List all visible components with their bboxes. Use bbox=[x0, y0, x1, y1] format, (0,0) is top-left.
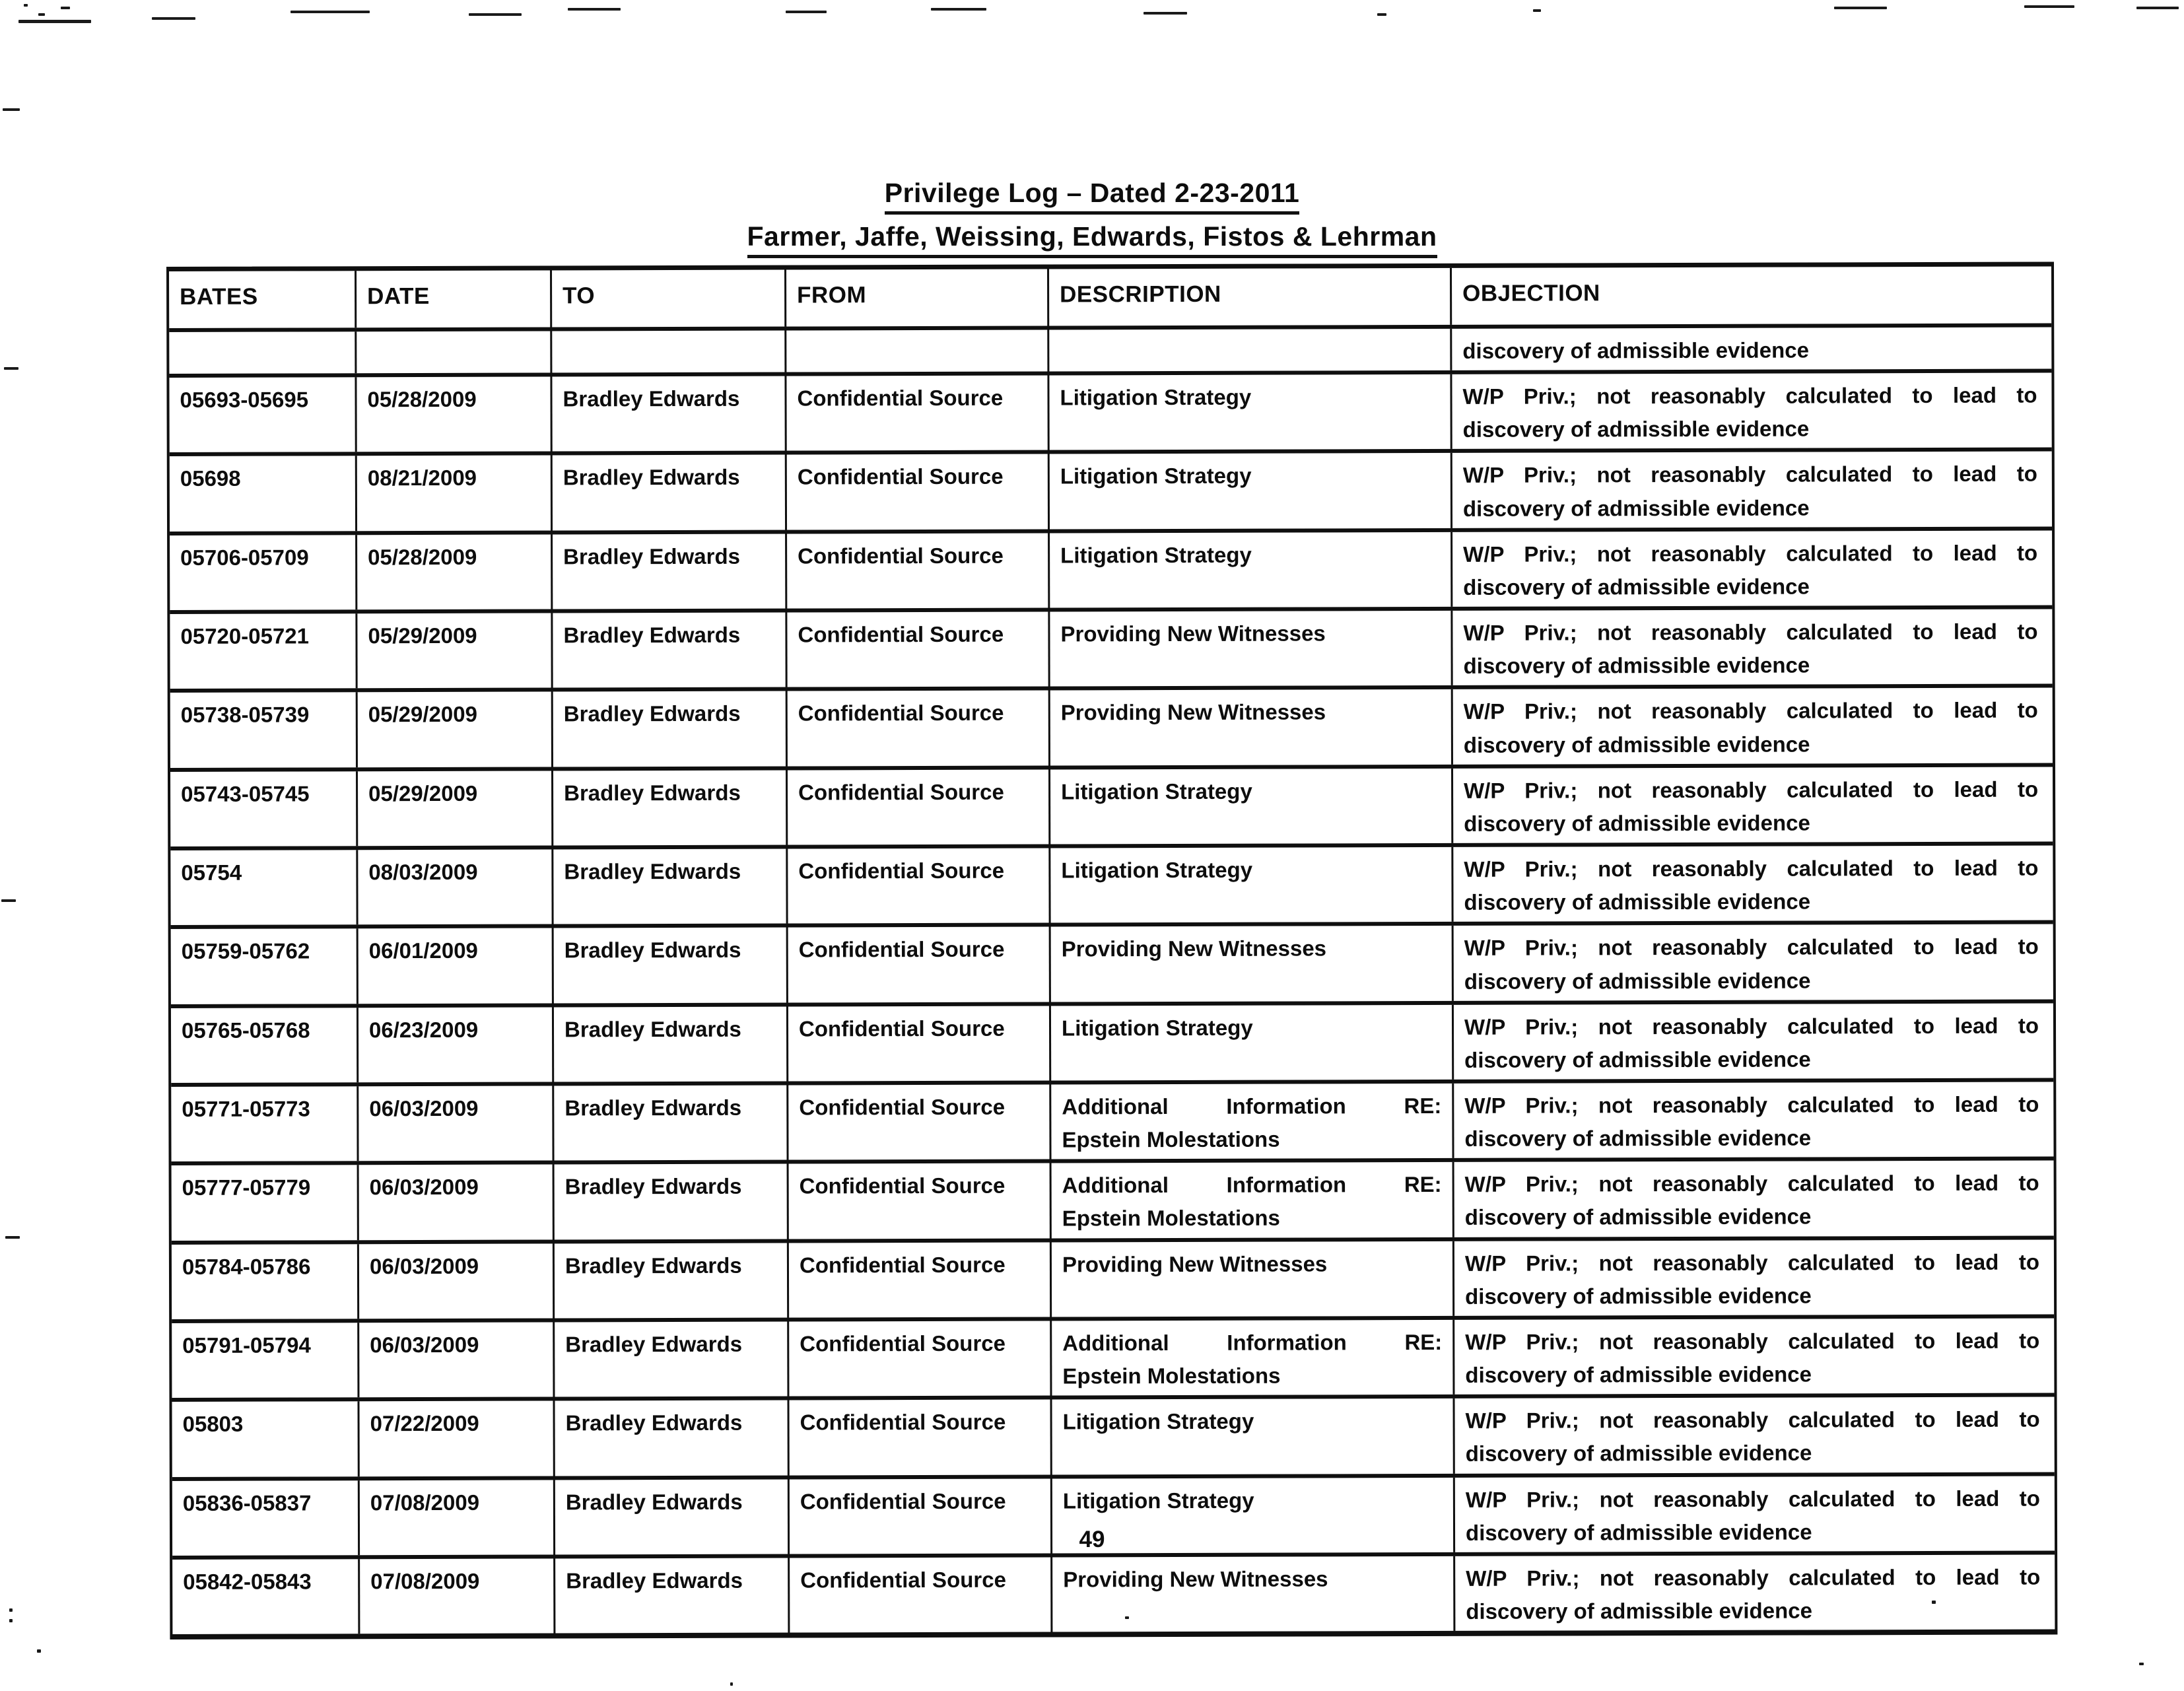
scan-artifact bbox=[2024, 5, 2074, 8]
cell-objection bbox=[1452, 1318, 2050, 1395]
scan-artifact bbox=[1932, 1601, 1936, 1604]
scan-artifact bbox=[730, 1682, 733, 1686]
page-subtitle: Farmer, Jaffe, Weissing, Edwards, Fistos & Lehrman bbox=[747, 221, 1437, 258]
cell-objection-line: W/P Priv.; not reasonably calculated to lead to bbox=[1465, 1406, 2040, 1433]
privilege-log-table bbox=[166, 262, 2057, 1640]
cell-objection bbox=[1451, 688, 2049, 765]
cell-objection bbox=[1452, 1397, 2050, 1474]
cell-description bbox=[1047, 329, 1450, 372]
cell-description-line: Litigation Strategy bbox=[1060, 384, 1252, 410]
table-row bbox=[172, 1550, 2055, 1634]
column-header-description: DESCRIPTION bbox=[1047, 268, 1450, 326]
page-number: 49 bbox=[1079, 1527, 1105, 1552]
cell-objection bbox=[1450, 452, 2048, 528]
cell-description bbox=[1048, 611, 1450, 687]
cell-from: Confidential Source bbox=[786, 1006, 1049, 1081]
cell-objection-line: discovery of admissible evidence bbox=[1463, 732, 1810, 757]
scan-artifact bbox=[3, 108, 20, 111]
cell-from: Confidential Source bbox=[787, 1163, 1050, 1239]
cell-date: 05/29/2009 bbox=[356, 771, 551, 846]
cell-objection-line: W/P Priv.; not reasonably calculated to lead to bbox=[1466, 1564, 2041, 1591]
cell-to: Bradley Edwards bbox=[553, 1558, 788, 1633]
cell-bates: 05842-05843 bbox=[183, 1569, 312, 1594]
cell-objection-line: discovery of admissible evidence bbox=[1465, 1440, 1812, 1467]
cell-from: Confidential Source bbox=[786, 769, 1048, 845]
scan-artifact bbox=[5, 1236, 20, 1239]
cell-date: 06/03/2009 bbox=[357, 1165, 553, 1240]
cell-from: Confidential Source bbox=[787, 1242, 1050, 1317]
scan-artifact bbox=[9, 1619, 13, 1622]
cell-from: Confidential Source bbox=[786, 691, 1048, 766]
cell-objection bbox=[1452, 924, 2049, 1001]
cell-objection-line: W/P Priv.; not reasonably calculated to lead to bbox=[1464, 934, 2039, 961]
cell-objection-line: W/P Priv.; not reasonably calculated to lead to bbox=[1462, 382, 2037, 409]
cell-description bbox=[1050, 1241, 1452, 1317]
cell-description bbox=[1048, 532, 1450, 608]
column-header-bates: BATES bbox=[180, 283, 258, 310]
column-header-date: DATE bbox=[355, 270, 550, 328]
cell-date: 06/01/2009 bbox=[357, 928, 552, 1004]
cell-description-line: Providing New Witnesses bbox=[1060, 699, 1326, 725]
cell-from: Confidential Source bbox=[785, 454, 1048, 530]
table-row bbox=[170, 763, 2053, 846]
cell-from: Confidential Source bbox=[788, 1478, 1050, 1554]
cell-objection-line: W/P Priv.; not reasonably calculated to lead to bbox=[1463, 697, 2038, 724]
cell-objection bbox=[1450, 530, 2048, 607]
cell-to: Bradley Edwards bbox=[553, 1400, 787, 1476]
cell-date: 05/28/2009 bbox=[355, 377, 550, 452]
cell-objection-line: W/P Priv.; not reasonably calculated to lead to bbox=[1465, 1328, 2040, 1354]
cell-bates: 05738-05739 bbox=[180, 702, 310, 728]
cell-date bbox=[355, 331, 550, 373]
cell-objection-line: discovery of admissible evidence bbox=[1464, 810, 1810, 836]
cell-bates: 05784-05786 bbox=[182, 1254, 311, 1279]
cell-objection-line: W/P Priv.; not reasonably calculated to lead to bbox=[1464, 1013, 2039, 1039]
scan-artifact bbox=[1125, 1616, 1129, 1619]
cell-date: 07/08/2009 bbox=[358, 1480, 553, 1555]
cell-bates: 05754 bbox=[181, 860, 242, 885]
cell-bates: 05720-05721 bbox=[180, 623, 310, 649]
cell-description bbox=[1048, 689, 1451, 765]
column-header-to: TO bbox=[550, 270, 784, 328]
cell-description-line: Litigation Strategy bbox=[1061, 778, 1252, 804]
scan-artifact bbox=[1377, 13, 1386, 16]
cell-objection-line: discovery of admissible evidence bbox=[1465, 1519, 1812, 1545]
cell-bates: 05791-05794 bbox=[182, 1332, 311, 1358]
table-row bbox=[172, 1393, 2054, 1477]
cell-objection bbox=[1451, 846, 2049, 922]
cell-date: 06/03/2009 bbox=[357, 1086, 552, 1161]
cell-objection bbox=[1452, 1003, 2049, 1080]
scan-artifact bbox=[1143, 12, 1187, 15]
cell-objection-line: W/P Priv.; not reasonably calculated to lead to bbox=[1463, 619, 2038, 645]
cell-date: 07/08/2009 bbox=[358, 1558, 553, 1634]
cell-description-line: Additional Information RE: bbox=[1062, 1172, 1442, 1198]
cell-objection bbox=[1452, 1239, 2050, 1316]
cell-objection-line: W/P Priv.; not reasonably calculated to lead to bbox=[1464, 776, 2039, 803]
cell-date: 08/03/2009 bbox=[356, 850, 551, 925]
cell-description-line: Epstein Molestations bbox=[1062, 1363, 1281, 1389]
cell-date: 05/28/2009 bbox=[355, 534, 551, 609]
cell-bates bbox=[169, 331, 355, 374]
cell-description bbox=[1050, 1556, 1453, 1632]
cell-bates: 05836-05837 bbox=[182, 1490, 312, 1515]
cell-description-line: Additional Information RE: bbox=[1062, 1093, 1442, 1119]
cell-objection-line: discovery of admissible evidence bbox=[1464, 1125, 1812, 1151]
page-title: Privilege Log – Dated 2-23-2011 bbox=[885, 177, 1300, 215]
cell-description bbox=[1049, 1005, 1452, 1081]
cell-description-line: Litigation Strategy bbox=[1061, 857, 1253, 883]
cell-description-line: Epstein Molestations bbox=[1062, 1206, 1280, 1231]
cell-description-line: Providing New Witnesses bbox=[1062, 1251, 1328, 1277]
cell-to: Bradley Edwards bbox=[551, 455, 785, 530]
cell-to: Bradley Edwards bbox=[552, 1006, 786, 1082]
cell-description-line: Litigation Strategy bbox=[1060, 542, 1252, 568]
table-row bbox=[170, 526, 2052, 610]
cell-objection bbox=[1450, 328, 2047, 371]
cell-objection-line: discovery of admissible evidence bbox=[1462, 416, 1810, 442]
cell-objection-line: discovery of admissible evidence bbox=[1466, 1598, 1812, 1624]
table-row bbox=[170, 842, 2053, 926]
cell-to: Bradley Edwards bbox=[550, 376, 784, 452]
table-row bbox=[170, 448, 2052, 532]
cell-description bbox=[1049, 1084, 1452, 1159]
cell-description bbox=[1048, 453, 1450, 529]
cell-bates: 05771-05773 bbox=[182, 1096, 310, 1121]
cell-from: Confidential Source bbox=[787, 1321, 1050, 1396]
cell-to: Bradley Edwards bbox=[552, 1086, 786, 1161]
cell-from: Confidential Source bbox=[785, 533, 1048, 608]
cell-description-line: Litigation Strategy bbox=[1062, 1488, 1254, 1513]
cell-description bbox=[1050, 1398, 1452, 1474]
scan-artifact bbox=[61, 7, 70, 9]
column-header-from: FROM bbox=[784, 269, 1047, 327]
table-row bbox=[172, 1314, 2054, 1398]
cell-from: Confidential Source bbox=[786, 848, 1048, 924]
cell-objection-line: W/P Priv.; not reasonably calculated to lead to bbox=[1462, 462, 2037, 488]
table-header-row bbox=[169, 267, 2051, 328]
cell-date: 05/29/2009 bbox=[356, 692, 551, 767]
cell-objection-line: discovery of admissible evidence bbox=[1464, 1204, 1812, 1230]
cell-to: Bradley Edwards bbox=[551, 691, 786, 767]
table-row bbox=[171, 920, 2053, 1004]
cell-to: Bradley Edwards bbox=[553, 1243, 787, 1318]
scan-artifact bbox=[2136, 7, 2179, 9]
cell-objection-line: W/P Priv.; not reasonably calculated to lead to bbox=[1464, 1170, 2039, 1197]
cell-from: Confidential Source bbox=[785, 612, 1048, 687]
cell-objection-line: discovery of admissible evidence bbox=[1463, 574, 1810, 600]
cell-to: Bradley Edwards bbox=[553, 1321, 787, 1397]
cell-from: Confidential Source bbox=[786, 927, 1049, 1002]
table-row bbox=[170, 605, 2052, 689]
cell-description-line: Providing New Witnesses bbox=[1060, 621, 1326, 646]
cell-bates: 05706-05709 bbox=[180, 545, 309, 570]
scan-artifact bbox=[1, 899, 16, 902]
cell-objection-line: W/P Priv.; not reasonably calculated to lead to bbox=[1464, 1091, 2039, 1118]
cell-description-line: Additional Information RE: bbox=[1062, 1329, 1443, 1356]
cell-to: Bradley Edwards bbox=[553, 1164, 787, 1239]
table-row bbox=[169, 369, 2051, 453]
cell-description-line: Epstein Molestations bbox=[1062, 1126, 1280, 1152]
scan-artifact bbox=[469, 13, 522, 16]
scan-artifact bbox=[4, 367, 18, 370]
cell-bates: 05698 bbox=[180, 466, 241, 491]
scan-artifact bbox=[1533, 9, 1541, 12]
title-block bbox=[0, 177, 2184, 258]
cell-description-line: Providing New Witnesses bbox=[1061, 936, 1327, 961]
cell-description bbox=[1049, 926, 1452, 1002]
scan-artifact bbox=[37, 1649, 41, 1653]
cell-objection bbox=[1451, 767, 2049, 843]
cell-description-line: Litigation Strategy bbox=[1062, 1408, 1254, 1434]
scan-artifact bbox=[786, 11, 827, 13]
scan-artifact bbox=[38, 13, 45, 16]
cell-to: Bradley Edwards bbox=[552, 928, 786, 1003]
cell-objection-line: discovery of admissible evidence bbox=[1465, 1362, 1812, 1387]
scan-artifact bbox=[931, 8, 986, 11]
cell-description bbox=[1050, 1162, 1452, 1238]
cell-objection-line: W/P Priv.; not reasonably calculated to lead to bbox=[1464, 1249, 2040, 1276]
scan-artifact bbox=[1834, 7, 1887, 9]
cell-objection-line: discovery of admissible evidence bbox=[1462, 495, 1810, 521]
scan-artifact bbox=[290, 11, 370, 13]
cell-objection bbox=[1453, 1554, 2051, 1631]
cell-date: 07/22/2009 bbox=[357, 1401, 553, 1476]
cell-objection-line: W/P Priv.; not reasonably calculated to lead to bbox=[1465, 1486, 2040, 1512]
scan-artifact bbox=[24, 4, 28, 7]
table-row bbox=[169, 324, 2051, 374]
cell-objection-line: discovery of admissible evidence bbox=[1465, 1283, 1812, 1309]
cell-objection bbox=[1452, 1161, 2050, 1237]
cell-objection bbox=[1452, 1082, 2049, 1159]
scan-artifact bbox=[2139, 1663, 2144, 1665]
cell-objection-line: discovery of admissible evidence bbox=[1464, 889, 1811, 915]
cell-bates: 05743-05745 bbox=[181, 781, 310, 806]
cell-date: 06/03/2009 bbox=[357, 1322, 553, 1397]
cell-from bbox=[784, 330, 1047, 372]
cell-bates: 05765-05768 bbox=[181, 1018, 310, 1043]
cell-date: 06/23/2009 bbox=[357, 1007, 552, 1082]
table-row bbox=[172, 1157, 2054, 1241]
cell-objection-line: discovery of admissible evidence bbox=[1464, 1047, 1811, 1072]
scan-artifact bbox=[18, 20, 91, 23]
table-row bbox=[172, 1235, 2054, 1319]
cell-from: Confidential Source bbox=[787, 1400, 1050, 1475]
column-header-objection: OBJECTION bbox=[1450, 267, 2047, 325]
cell-to: Bradley Edwards bbox=[553, 1479, 788, 1554]
cell-date: 08/21/2009 bbox=[355, 456, 551, 531]
cell-description-line: Litigation Strategy bbox=[1061, 1015, 1253, 1041]
cell-date: 05/29/2009 bbox=[355, 613, 551, 689]
cell-description-line: Providing New Witnesses bbox=[1063, 1566, 1328, 1592]
cell-description bbox=[1048, 847, 1451, 923]
cell-objection bbox=[1450, 373, 2047, 450]
table-row bbox=[170, 684, 2053, 768]
cell-bates: 05777-05779 bbox=[182, 1175, 311, 1200]
cell-objection-line: discovery of admissible evidence bbox=[1462, 337, 1809, 363]
table-row bbox=[171, 1078, 2053, 1161]
cell-to: Bradley Edwards bbox=[551, 770, 786, 845]
cell-objection-line: W/P Priv.; not reasonably calculated to lead to bbox=[1463, 540, 2038, 567]
cell-date: 06/03/2009 bbox=[357, 1243, 553, 1319]
cell-to bbox=[550, 331, 784, 373]
cell-description bbox=[1048, 769, 1451, 845]
cell-to: Bradley Edwards bbox=[551, 613, 785, 688]
cell-from: Confidential Source bbox=[788, 1557, 1050, 1632]
table-row bbox=[171, 999, 2053, 1083]
scan-artifact bbox=[568, 8, 621, 11]
cell-to: Bradley Edwards bbox=[551, 849, 786, 924]
cell-objection-line: W/P Priv.; not reasonably calculated to lead to bbox=[1464, 855, 2039, 881]
scan-artifact bbox=[152, 17, 195, 20]
cell-from: Confidential Source bbox=[786, 1084, 1049, 1159]
cell-objection-line: discovery of admissible evidence bbox=[1464, 967, 1811, 994]
cell-from: Confidential Source bbox=[784, 376, 1047, 451]
cell-objection bbox=[1450, 609, 2048, 686]
cell-to: Bradley Edwards bbox=[551, 534, 785, 609]
scan-artifact bbox=[9, 1608, 13, 1612]
cell-bates: 05693-05695 bbox=[180, 387, 309, 413]
cell-description bbox=[1047, 374, 1450, 450]
cell-bates: 05759-05762 bbox=[181, 938, 310, 964]
cell-bates: 05803 bbox=[182, 1411, 244, 1437]
cell-description-line: Litigation Strategy bbox=[1060, 464, 1252, 489]
cell-objection-line: discovery of admissible evidence bbox=[1463, 652, 1810, 679]
cell-description bbox=[1050, 1320, 1452, 1396]
